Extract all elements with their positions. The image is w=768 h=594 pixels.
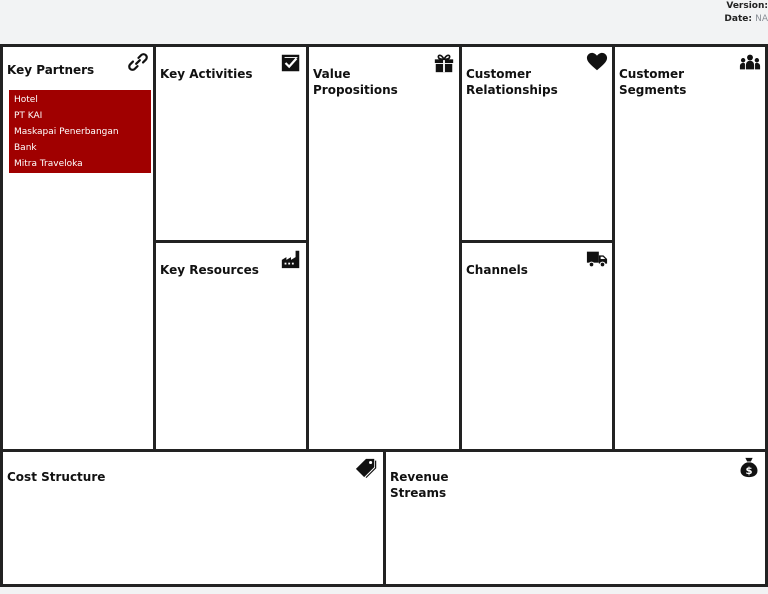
date-value: NA (755, 14, 768, 24)
customer-segments-title: Customer Segments (619, 67, 687, 97)
channels-title: Channels (466, 263, 528, 277)
key-partners-block[interactable] (0, 44, 156, 452)
version-row (668, 0, 768, 13)
version-label: Version: (726, 1, 768, 11)
key-partners-title: Key Partners (7, 63, 95, 77)
value-propositions-title: Value Propositions (313, 67, 398, 97)
link-icon (127, 51, 149, 73)
svg-text:$: $ (745, 465, 753, 477)
cost-structure-block[interactable] (0, 449, 386, 587)
note-item[interactable]: Mitra Traveloka (14, 159, 83, 169)
key-partners-sticky-notes[interactable] (9, 90, 151, 173)
money-bag-icon (738, 456, 760, 478)
users-icon (739, 52, 761, 74)
note-item[interactable]: Maskapai Penerbangan (14, 127, 119, 137)
heart-icon (586, 51, 608, 73)
note-item[interactable]: PT KAI (14, 111, 43, 121)
business-model-canvas (0, 44, 768, 587)
customer-relationships-block[interactable] (459, 44, 615, 243)
note-item[interactable]: Bank (14, 143, 37, 153)
truck-icon (586, 248, 608, 270)
key-resources-title: Key Resources (160, 263, 259, 277)
customer-relationships-title: Customer Relationships (466, 67, 558, 97)
key-activities-block[interactable] (153, 44, 309, 243)
key-resources-block[interactable] (153, 240, 309, 452)
factory-icon (280, 248, 302, 270)
date-row (668, 13, 768, 26)
revenue-streams-title: Revenue Streams (390, 470, 449, 500)
value-propositions-block[interactable] (306, 44, 462, 452)
key-activities-title: Key Activities (160, 67, 253, 81)
date-label: Date: (724, 14, 752, 24)
gift-icon (433, 52, 455, 74)
revenue-streams-block[interactable] (383, 449, 768, 587)
checkbox-icon (280, 52, 302, 74)
customer-segments-block[interactable] (612, 44, 768, 452)
canvas-meta (668, 0, 768, 26)
price-tag-icon (355, 457, 377, 479)
channels-block[interactable] (459, 240, 615, 452)
note-item[interactable]: Hotel (14, 95, 38, 105)
cost-structure-title: Cost Structure (7, 470, 106, 484)
